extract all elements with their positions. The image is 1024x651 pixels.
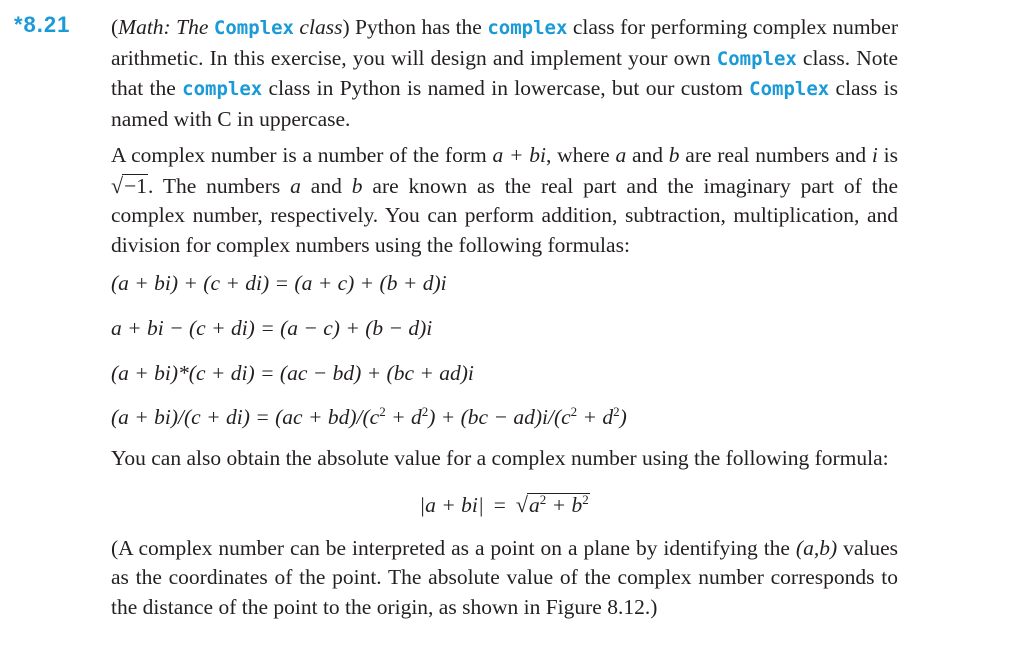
division-part-2: + d bbox=[385, 405, 422, 429]
formula-absolute-value bbox=[111, 492, 898, 518]
exercise-intro-paragraph bbox=[111, 13, 898, 134]
note-paragraph bbox=[111, 534, 898, 623]
and-1: and bbox=[626, 143, 669, 167]
radical-sign-icon: √ bbox=[111, 172, 124, 198]
is-text: is bbox=[877, 143, 898, 167]
division-part-5: ) bbox=[619, 405, 627, 429]
division-part-4: + d bbox=[577, 405, 614, 429]
sqrt-neg-one: −1 bbox=[124, 173, 147, 198]
formula-division bbox=[111, 403, 898, 431]
var-i: i bbox=[871, 143, 878, 167]
formula-subtraction bbox=[111, 314, 898, 342]
exercise-number: *8.21 bbox=[14, 12, 71, 37]
exercise-content bbox=[111, 13, 898, 622]
note-text-2: values as the coordinates of the point. The absolute value of the complex number corresponds to the distance of the point to the origin, as shown in Figure 8.12.) bbox=[111, 535, 898, 619]
definition-paragraph bbox=[111, 141, 898, 260]
absolute-value-intro: You can also obtain the absolute value for a complex number using the following formula: bbox=[111, 446, 889, 470]
var-a-2: a bbox=[615, 143, 627, 167]
title-italic-end: class bbox=[293, 15, 343, 39]
division-part-3: ) + (bc − ad)i/(c bbox=[428, 405, 571, 429]
formula-multiplication-text: (a + bi)*(c + di) = (ac − bd) + (bc + ad)i bbox=[111, 361, 474, 385]
plus-bi: + bi bbox=[503, 143, 546, 167]
definition-text-3: are real numbers and bbox=[679, 143, 872, 167]
code-complex-lower: complex bbox=[487, 17, 568, 39]
radical-sign-icon-2: √ bbox=[515, 491, 528, 517]
exponent-1: 2 bbox=[379, 404, 386, 419]
intro-text-1: ) Python has the bbox=[342, 15, 488, 39]
exponent-2: 2 bbox=[421, 404, 429, 419]
intro-text-5: class is named with C in uppercase. bbox=[111, 76, 898, 131]
definition-text-5: are known as the real part and the imaginary part of the complex number, respectively. You can perform addition, subtraction, multiplication, and division for complex numbers using the following formulas: bbox=[111, 173, 898, 257]
absolute-lhs: |a + bi| bbox=[419, 492, 484, 517]
code-complex-upper-2: Complex bbox=[749, 78, 830, 100]
intro-text-4: class in Python is named in lowercase, but our custom bbox=[262, 76, 750, 100]
note-coords: (a,b) bbox=[795, 535, 838, 560]
definition-text-2: , where bbox=[546, 143, 616, 167]
definition-text-1: A complex number is a number of the form bbox=[111, 143, 493, 167]
var-a-3: a bbox=[290, 173, 301, 198]
formula-addition-text: (a + bi) + (c + di) = (a + c) + (b + d)i bbox=[111, 271, 447, 295]
var-b: b bbox=[668, 143, 680, 167]
note-text-1: (A complex number can be interpreted as a point on a plane by identifying the bbox=[111, 535, 796, 560]
definition-text-4: . The numbers bbox=[147, 173, 291, 198]
absolute-equals: = bbox=[493, 492, 506, 517]
absolute-radicand bbox=[527, 493, 590, 516]
exponent-4: 2 bbox=[613, 404, 620, 419]
formula-subtraction-text: a + bi − (c + di) = (a − c) + (b − d)i bbox=[111, 316, 433, 340]
code-complex-upper: Complex bbox=[716, 47, 797, 70]
var-a: a bbox=[492, 143, 504, 167]
radicand-a: a bbox=[529, 492, 540, 517]
exponent-3: 2 bbox=[570, 404, 578, 419]
code-complex-lower-2: complex bbox=[182, 78, 263, 100]
radicand-exp-b: 2 bbox=[582, 491, 589, 507]
title-italic: Math: The bbox=[118, 15, 214, 39]
and-2: and bbox=[300, 173, 352, 198]
title-open-paren: ( bbox=[111, 15, 119, 39]
title-code-complex: Complex bbox=[213, 17, 294, 39]
division-part-1: (a + bi)/(c + di) = (ac + bd)/(c bbox=[111, 405, 380, 429]
radicand-exp-a: 2 bbox=[539, 491, 547, 507]
formula-addition bbox=[111, 269, 898, 297]
intro-text-3: class. Note that the bbox=[111, 45, 899, 100]
radicand-plus-b: + b bbox=[546, 492, 583, 517]
var-b-2: b bbox=[351, 173, 363, 198]
intro-text-2: class for performing complex number arithmetic. In this exercise, you will design and implement your own bbox=[111, 15, 898, 70]
formula-multiplication bbox=[111, 359, 898, 387]
